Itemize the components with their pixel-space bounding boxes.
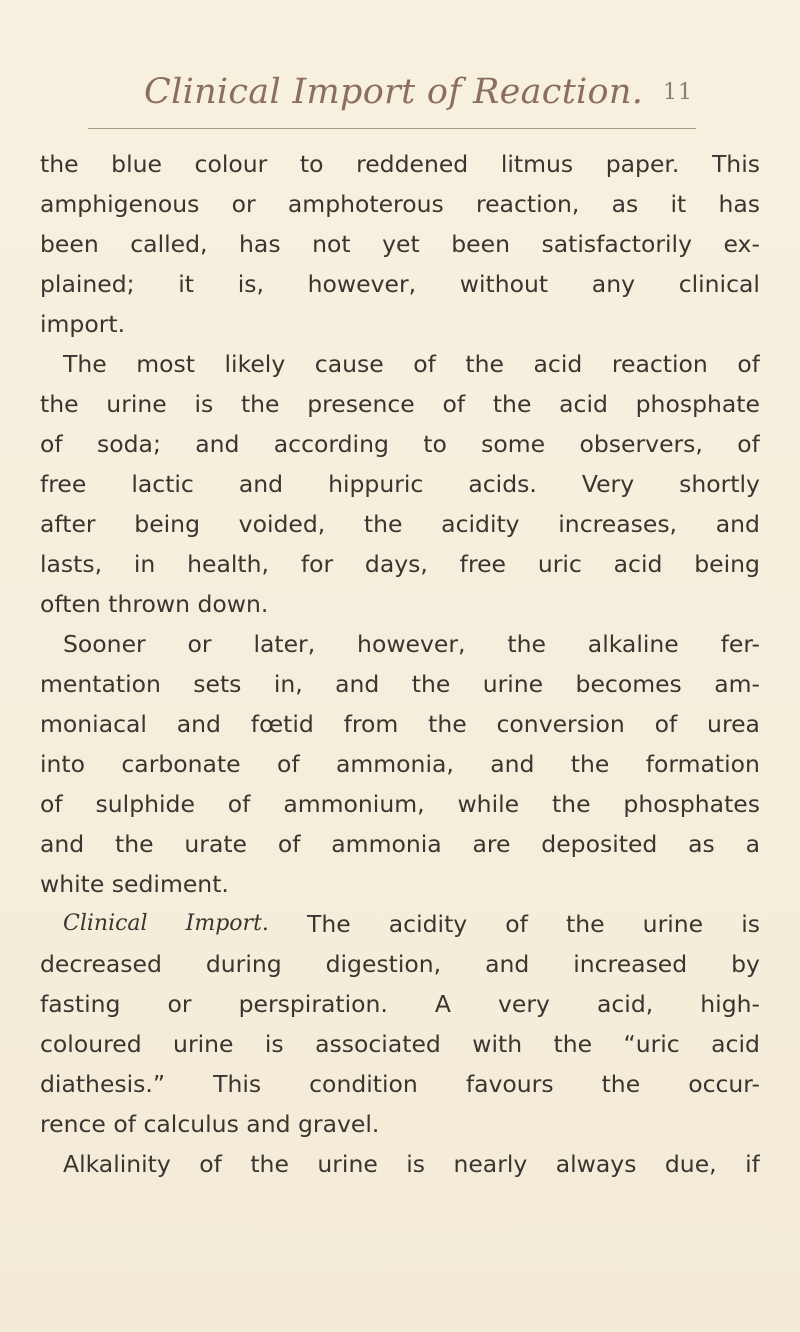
text-line: free lactic and hippuric acids. Very shortly <box>40 470 760 498</box>
header-rule <box>88 128 696 129</box>
text-line: Clinical Import. The acidity of the urine is <box>63 910 760 938</box>
text-line: plained; it is, however, without any clinical <box>40 270 760 298</box>
text-line: mentation sets in, and the urine becomes am- <box>40 670 760 698</box>
page-number: 11 <box>663 80 693 105</box>
text-line: The most likely cause of the acid reaction of <box>63 350 760 378</box>
text-line: coloured urine is associated with the “uric acid <box>40 1030 760 1058</box>
text-line: often thrown down. <box>40 590 269 618</box>
text-line: of sulphide of ammonium, while the phosphates <box>40 790 760 818</box>
text-line: Alkalinity of the urine is nearly always due, if <box>63 1150 760 1178</box>
text-line: into carbonate of ammonia, and the formation <box>40 750 760 778</box>
text-line: the urine is the presence of the acid phosphate <box>40 390 760 418</box>
text-line: amphigenous or amphoterous reaction, as it has <box>40 190 760 218</box>
text-line: and the urate of ammonia are deposited as a <box>40 830 760 858</box>
text-line: fasting or perspiration. A very acid, high- <box>40 990 760 1018</box>
text-line: the blue colour to reddened litmus paper. This <box>40 150 760 178</box>
text-line: lasts, in health, for days, free uric acid being <box>40 550 760 578</box>
text-line: rence of calculus and gravel. <box>40 1110 380 1138</box>
text-line: moniacal and fœtid from the conversion of urea <box>40 710 760 738</box>
text-line: import. <box>40 310 126 338</box>
text-line: decreased during digestion, and increased by <box>40 950 760 978</box>
text-line: been called, has not yet been satisfactorily ex- <box>40 230 760 258</box>
body-text <box>40 144 760 1184</box>
text-line: white sediment. <box>40 870 229 898</box>
text-line: of soda; and according to some observers, of <box>40 430 760 458</box>
text-line: after being voided, the acidity increases, and <box>40 510 760 538</box>
text-line: diathesis.” This condition favours the occur- <box>40 1070 760 1098</box>
running-title: Clinical Import of Reaction. <box>144 72 644 112</box>
text-line: Sooner or later, however, the alkaline fer- <box>63 630 760 658</box>
